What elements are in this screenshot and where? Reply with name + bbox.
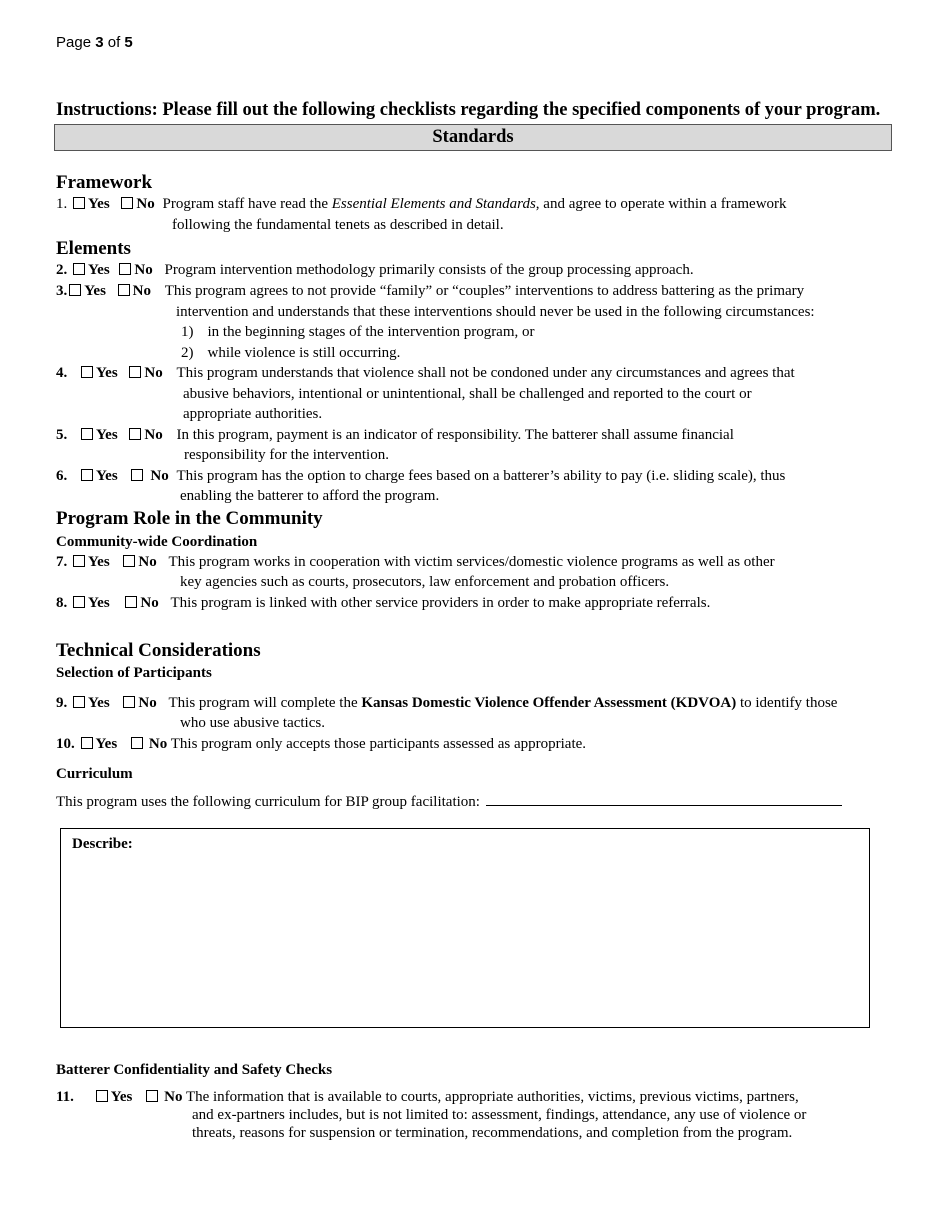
item-7-no-checkbox[interactable] (123, 555, 135, 567)
item-9-no-checkbox[interactable] (123, 696, 135, 708)
community-subheading: Community-wide Coordination (56, 534, 258, 550)
item-1-yes-checkbox[interactable] (73, 197, 85, 209)
item-7-line2: key agencies such as courts, prosecutors, law enforcement and probation officers. (180, 574, 670, 590)
item-1-no-checkbox[interactable] (121, 197, 133, 209)
item-2-no-checkbox[interactable] (119, 263, 131, 275)
item-11-no-checkbox[interactable] (146, 1090, 158, 1102)
item-8: 8. Yes No This program is linked with other service providers in order to make appropriate referrals. (56, 595, 711, 611)
community-heading: Program Role in the Community (56, 508, 323, 529)
item-3-line2: intervention and understands that these interventions should never be used in the following circumstances: (176, 304, 815, 320)
curriculum-heading: Curriculum (56, 766, 133, 782)
item-4-no-checkbox[interactable] (129, 366, 141, 378)
item-11-line2: and ex-partners includes, but is not limited to: assessment, findings, attendance, any use of violence or (192, 1107, 807, 1123)
curriculum-blank-field[interactable] (486, 792, 842, 806)
item-11-line3: threats, reasons for suspension or termination, recommendations, and completion from the program. (192, 1125, 793, 1141)
confidentiality-heading: Batterer Confidentiality and Safety Checks (56, 1062, 333, 1078)
instructions-heading: Instructions: Please fill out the following checklists regarding the specified components of your program. (56, 100, 881, 120)
item-10: 10. Yes No This program only accepts those participants assessed as appropriate. (56, 736, 587, 752)
item-9-line2: who use abusive tactics. (180, 715, 325, 731)
item-1: 1. Yes No Program staff have read the Essential Elements and Standards, and agree to operate within a framework (56, 196, 787, 212)
item-4-line2: abusive behaviors, intentional or unintentional, shall be challenged and reported to the court or (183, 386, 752, 402)
item-9-yes-checkbox[interactable] (73, 696, 85, 708)
item-8-yes-checkbox[interactable] (73, 596, 85, 608)
item-3-sub1: 1) in the beginning stages of the intervention program, or (181, 324, 535, 340)
item-4-yes-checkbox[interactable] (81, 366, 93, 378)
describe-box[interactable] (60, 828, 870, 1028)
item-11: 11. Yes No The information that is available to courts, appropriate authorities, victims, previous victims, partners, (56, 1089, 799, 1105)
standards-title-bar: Standards (54, 124, 892, 151)
page-number: Page 3 of 5 (56, 34, 133, 51)
item-3-yes-checkbox[interactable] (69, 284, 81, 296)
item-6-line2: enabling the batterer to afford the program. (180, 488, 440, 504)
item-4: 4. Yes No This program understands that violence shall not be condoned under any circumstances and agrees that (56, 365, 795, 381)
item-9: 9. Yes No This program will complete the Kansas Domestic Violence Offender Assessment (KDVOA) to identify those (56, 695, 838, 711)
item-5-line2: responsibility for the intervention. (184, 447, 389, 463)
item-6-yes-checkbox[interactable] (81, 469, 93, 481)
item-8-no-checkbox[interactable] (125, 596, 137, 608)
item-10-yes-checkbox[interactable] (81, 737, 93, 749)
item-3: 3. Yes No This program agrees to not provide “family” or “couples” interventions to address battering as the primary (56, 283, 805, 299)
item-1-line2: following the fundamental tenets as described in detail. (172, 217, 504, 233)
item-11-yes-checkbox[interactable] (96, 1090, 108, 1102)
elements-heading: Elements (56, 238, 131, 259)
item-3-no-checkbox[interactable] (118, 284, 130, 296)
technical-heading: Technical Considerations (56, 640, 261, 661)
technical-subheading: Selection of Participants (56, 665, 212, 681)
item-5-yes-checkbox[interactable] (81, 428, 93, 440)
describe-label: Describe: (72, 836, 133, 852)
item-3-sub2: 2) while violence is still occurring. (181, 345, 401, 361)
item-6-no-checkbox[interactable] (131, 469, 143, 481)
curriculum-prompt: This program uses the following curriculum for BIP group facilitation: (56, 792, 842, 811)
item-7-yes-checkbox[interactable] (73, 555, 85, 567)
framework-heading: Framework (56, 172, 153, 193)
item-5-no-checkbox[interactable] (129, 428, 141, 440)
item-2: 2. Yes No Program intervention methodology primarily consists of the group processing approach. (56, 262, 694, 278)
item-10-no-checkbox[interactable] (131, 737, 143, 749)
item-5: 5. Yes No In this program, payment is an indicator of responsibility. The batterer shall assume financial (56, 427, 734, 443)
item-6: 6. Yes No This program has the option to charge fees based on a batterer’s ability to pay (i.e. sliding scale), thus (56, 468, 786, 484)
item-2-yes-checkbox[interactable] (73, 263, 85, 275)
item-7: 7. Yes No This program works in cooperation with victim services/domestic violence programs as well as other (56, 554, 775, 570)
item-4-line3: appropriate authorities. (183, 406, 323, 422)
